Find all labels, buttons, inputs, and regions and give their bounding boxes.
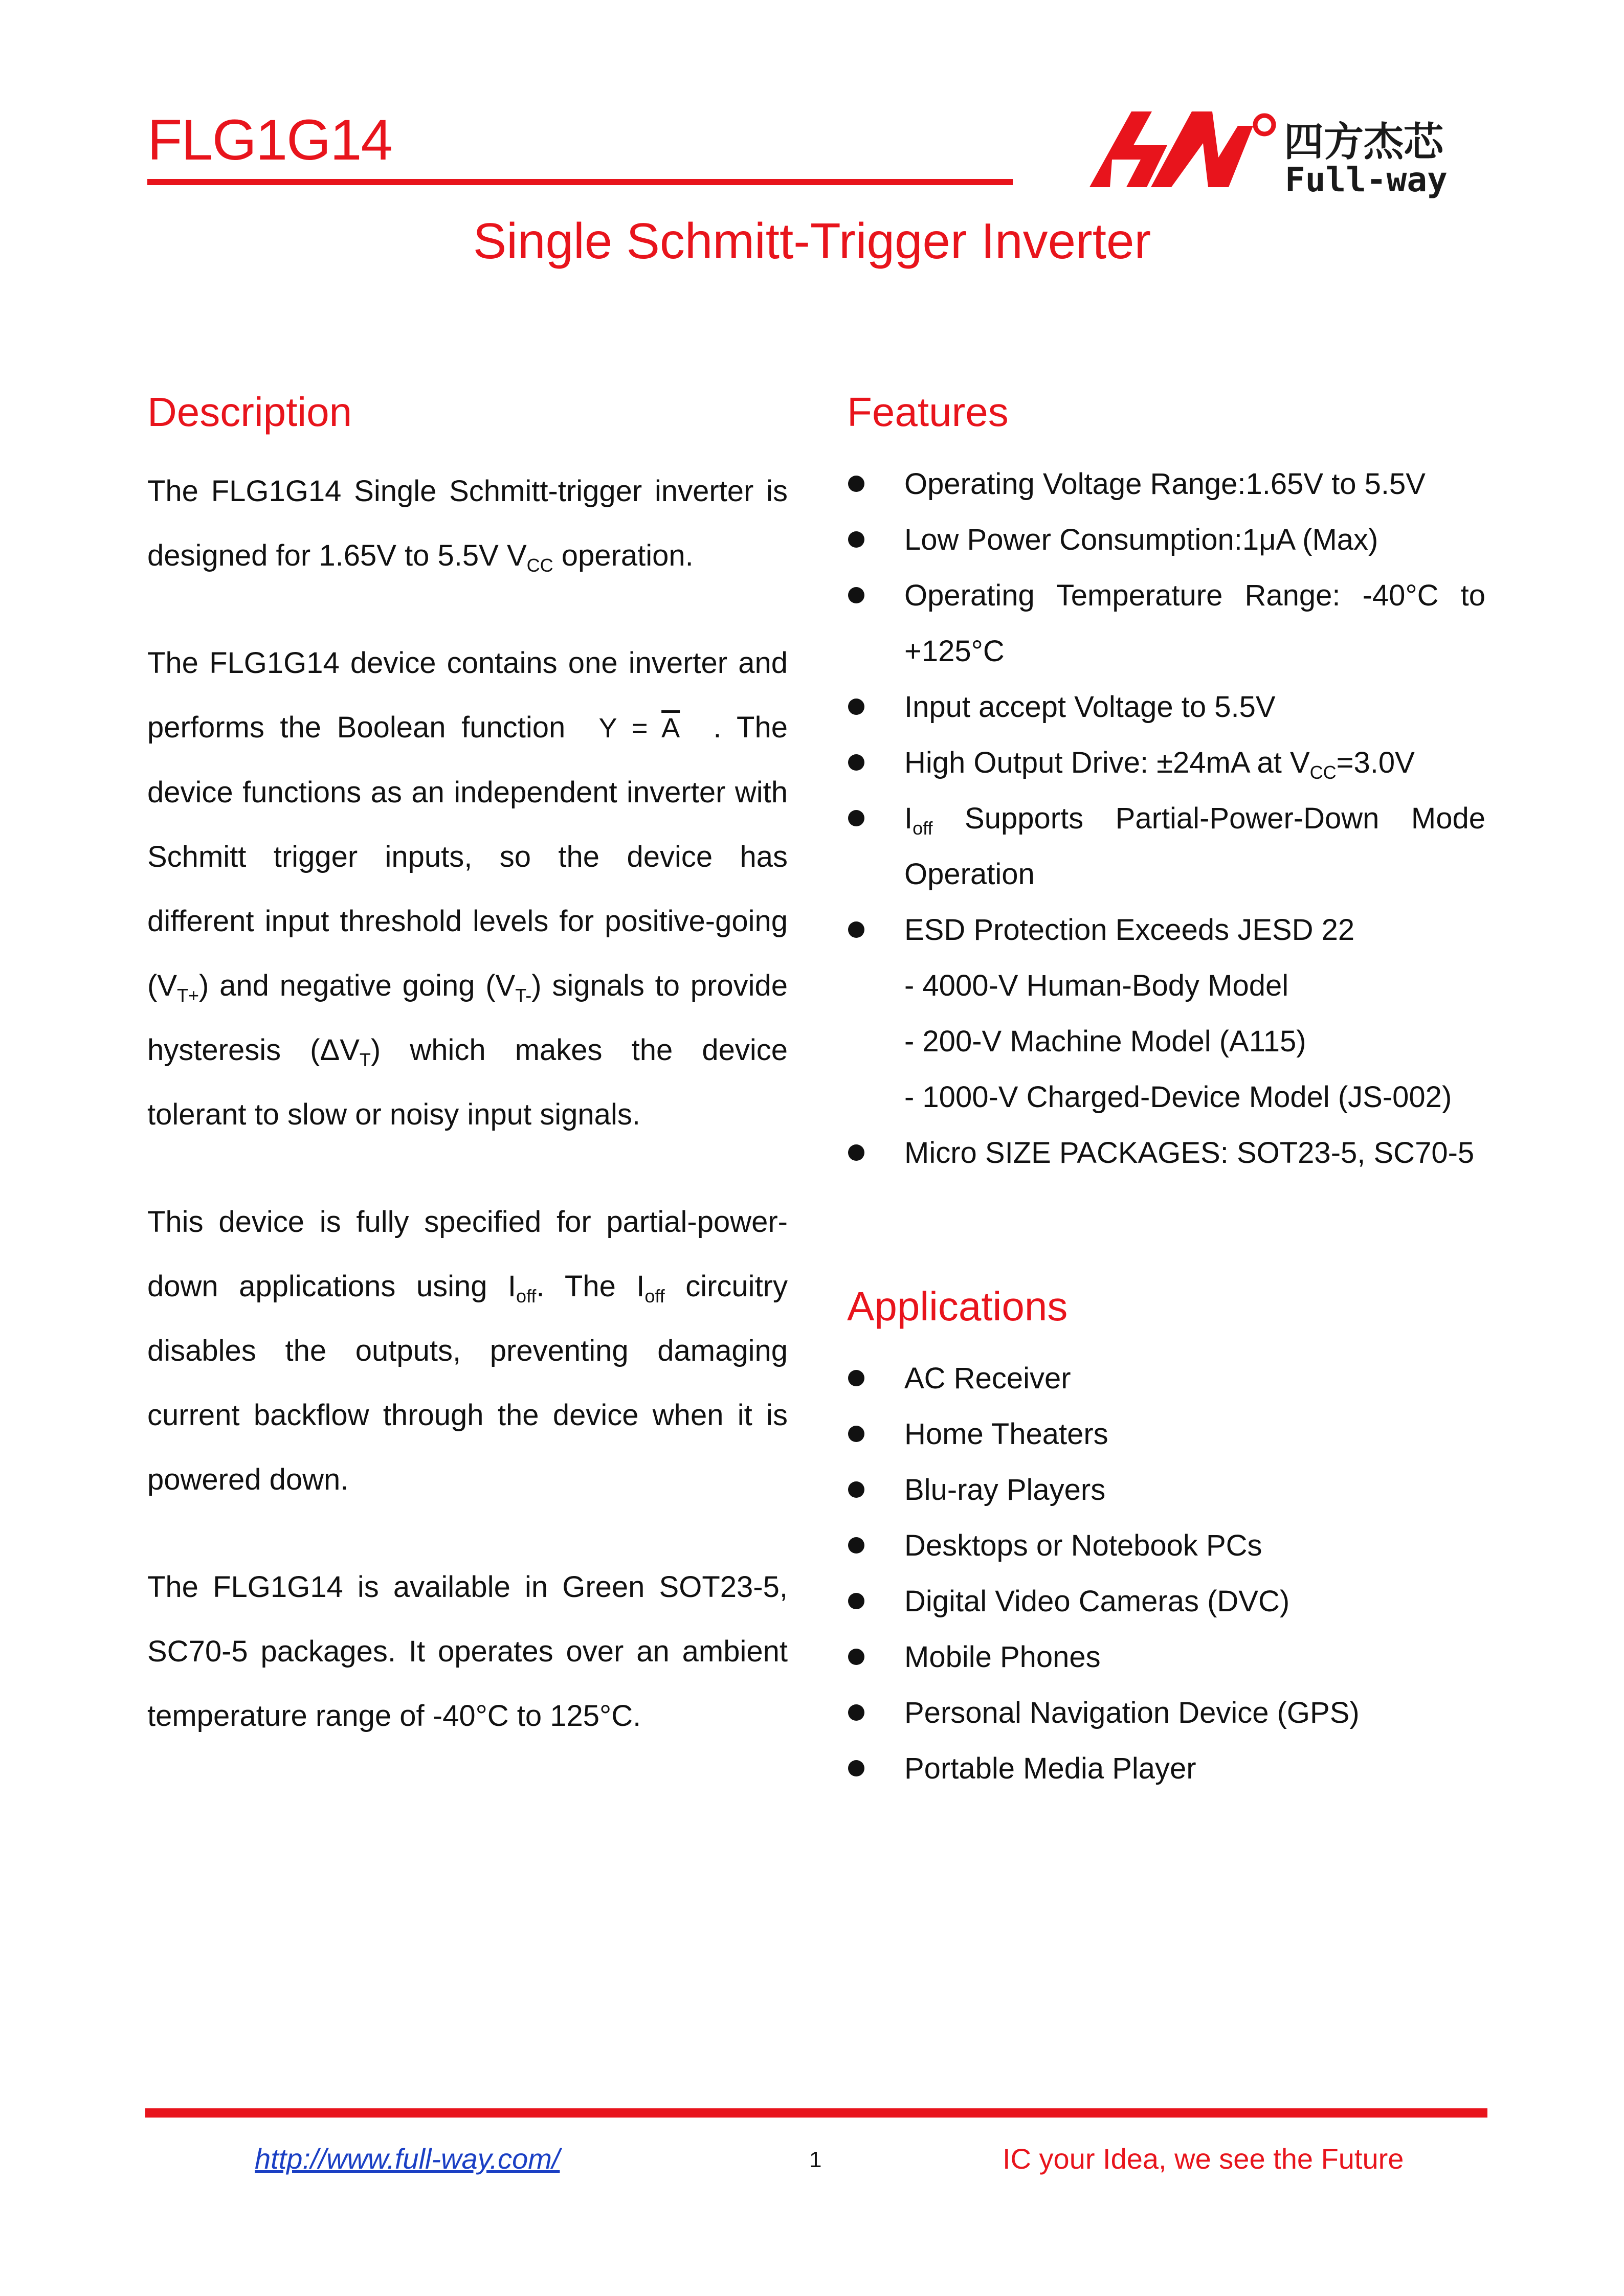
- logo-en-text: Full-way: [1285, 160, 1448, 198]
- list-item: Blu-ray Players: [847, 1462, 1485, 1518]
- list-item: Input accept Voltage to 5.5V: [847, 679, 1485, 735]
- list-item: Mobile Phones: [847, 1629, 1485, 1685]
- list-item: $I_{off}$ Supports Partial-Power-Down Mode Operation: [847, 791, 1485, 902]
- boolean-equation: $Y = \overline{A}$: [598, 713, 680, 744]
- list-subitem: - 200-V Machine Model (A115): [904, 1025, 1306, 1058]
- list-item: Home Theaters: [847, 1406, 1485, 1462]
- list-item: ESD Protection Exceeds JESD 22: [847, 902, 1485, 958]
- header-rule: [147, 179, 1013, 185]
- description-body: [147, 459, 788, 1748]
- document-title: Single Schmitt-Trigger Inverter: [473, 213, 1151, 269]
- description-paragraph-3: This device is fully specified for partial-power-down applications using $I_{off}$. The $I_{off}$ circuitry disables the outputs, preventing damaging current backflow through the device when it is powered down.: [147, 1205, 788, 1496]
- page-number: 1: [809, 2147, 822, 2172]
- applications-heading: Applications: [847, 1284, 1068, 1329]
- list-item: Low Power Consumption:1μA (Max): [847, 512, 1485, 568]
- company-logo: [1089, 96, 1488, 198]
- list-item: Desktops or Notebook PCs: [847, 1518, 1485, 1573]
- description-heading: Description: [147, 389, 352, 435]
- list-item: Operating Voltage Range:1.65V to 5.5V: [847, 456, 1485, 512]
- features-list: [847, 456, 1485, 1181]
- list-item: Digital Video Cameras (DVC): [847, 1573, 1485, 1629]
- footer-rule: [145, 2108, 1487, 2118]
- list-item: High Output Drive: ±24mA at $V_{CC}=3.0V$: [847, 735, 1485, 791]
- full-way-logo-mark: [1089, 96, 1488, 198]
- list-item: Personal Navigation Device (GPS): [847, 1685, 1485, 1741]
- list-item: Operating Temperature Range: -40°C to +125°C: [847, 568, 1485, 679]
- list-item: AC Receiver: [847, 1350, 1485, 1406]
- list-item: Micro SIZE PACKAGES: SOT23-5, SC70-5: [847, 1125, 1485, 1181]
- footer-website-link[interactable]: http://www.full-way.com/: [255, 2143, 560, 2175]
- part-number: FLG1G14: [147, 108, 392, 172]
- list-subitem: - 1000-V Charged-Device Model (JS-002): [904, 1081, 1452, 1114]
- features-heading: Features: [847, 389, 1009, 435]
- description-paragraph-4: The FLG1G14 is available in Green SOT23-5, SC70-5 packages. It operates over an ambient temperature range of -40°C to 125°C.: [147, 1570, 788, 1732]
- list-subitem: - 4000-V Human-Body Model: [904, 969, 1289, 1002]
- description-paragraph-2: The FLG1G14 device contains one inverter and performs the Boolean function $Y = \overline{A}$ . The device functions as an independent inverter with Schmitt trigger inputs, so the device has different input threshold levels for positive-going $(V_{T+})$ and negative going $(V_{T-})$ signals to provide hysteresis $(\Delta V_T)$ which makes the device tolerant to slow or noisy input signals.: [147, 646, 788, 1131]
- footer-slogan: IC your Idea, we see the Future: [1003, 2143, 1404, 2175]
- applications-list: [847, 1350, 1485, 1796]
- description-paragraph-1: The FLG1G14 Single Schmitt-trigger inverter is designed for 1.65V to 5.5V $V_{CC}$ operation.: [147, 475, 788, 576]
- logo-cn-text: 四方杰芯: [1284, 119, 1444, 165]
- list-item: Portable Media Player: [847, 1741, 1485, 1796]
